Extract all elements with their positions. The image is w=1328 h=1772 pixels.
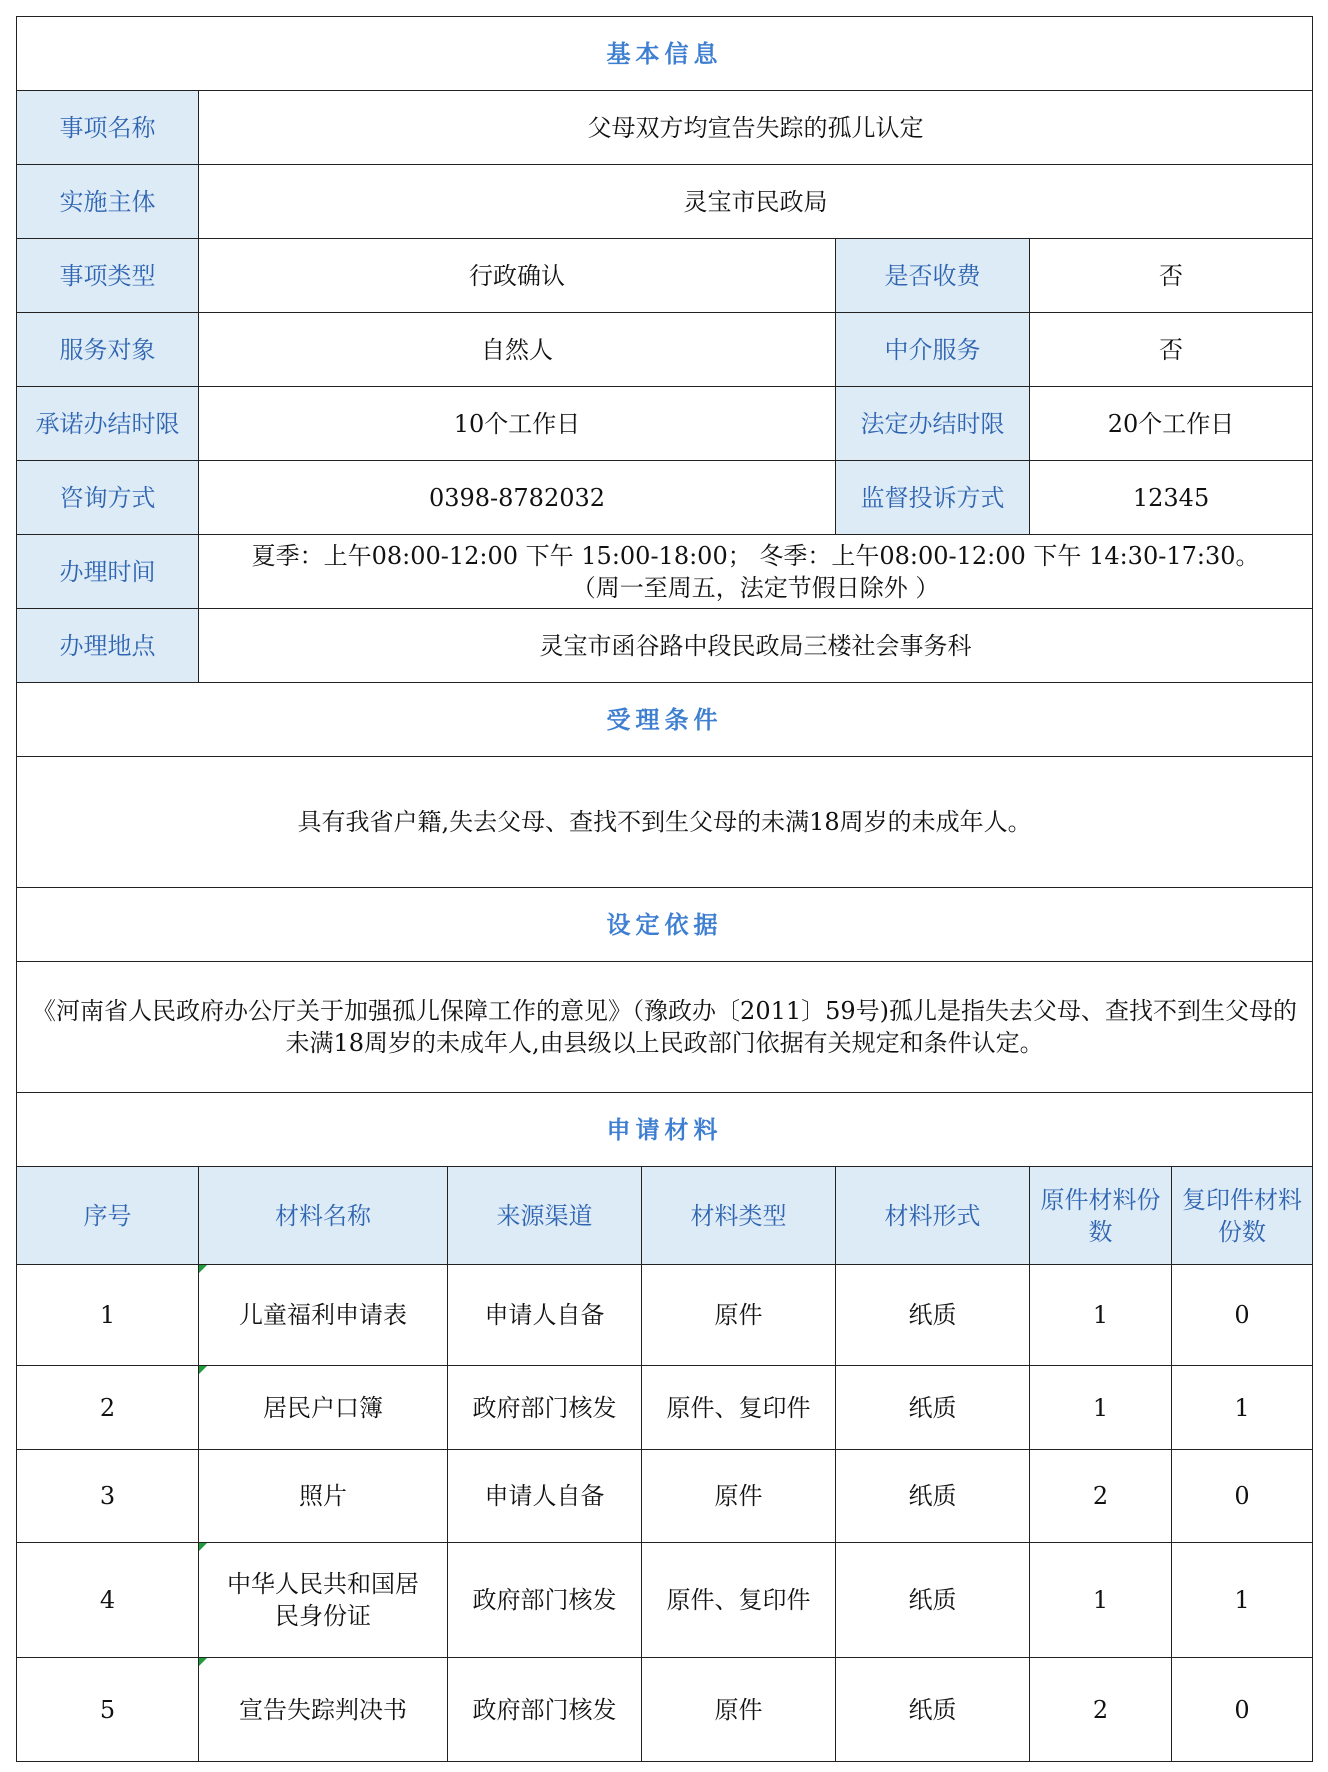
row-copy-count: 1 [1172, 1543, 1313, 1658]
target-label: 服务对象 [17, 313, 199, 387]
complaint-label: 监督投诉方式 [836, 461, 1030, 535]
row-form: 纸质 [836, 1265, 1030, 1366]
comment-marker-icon [199, 1366, 207, 1374]
row-orig-count: 1 [1030, 1543, 1172, 1658]
hours-line-2: （周一至周五，法定节假日除外 ） [571, 573, 940, 602]
row-source: 政府部门核发 [448, 1366, 642, 1450]
header-no: 序号 [17, 1167, 199, 1265]
row-copy-count: 0 [1172, 1658, 1313, 1762]
materials-header-row [17, 1167, 1313, 1265]
row-no: 2 [17, 1366, 199, 1450]
row-type: 原件、复印件 [642, 1366, 836, 1450]
table-row [17, 1543, 1313, 1658]
row-form: 纸质 [836, 1543, 1030, 1658]
table-row [17, 1450, 1313, 1543]
row-name [199, 1265, 448, 1366]
header-copy-count: 复印件材料份数 [1172, 1167, 1313, 1265]
target-value: 自然人 [199, 313, 836, 387]
table-row [17, 1366, 1313, 1450]
row-name-text: 儿童福利申请表 [239, 1301, 407, 1329]
row-source: 政府部门核发 [448, 1543, 642, 1658]
row-no: 1 [17, 1265, 199, 1366]
complaint-value: 12345 [1030, 461, 1313, 535]
row-name-text: 居民户口簿 [263, 1393, 383, 1422]
row-name-text: 宣告失踪判决书 [239, 1695, 407, 1724]
header-source: 来源渠道 [448, 1167, 642, 1265]
guide-table [16, 16, 1313, 1762]
row-name [199, 1450, 448, 1543]
legal-limit-value: 20个工作日 [1030, 387, 1313, 461]
row-no: 3 [17, 1450, 199, 1543]
row-name-text: 中华人民共和国居民身份证 [227, 1570, 419, 1630]
header-name: 材料名称 [199, 1167, 448, 1265]
item-type-value: 行政确认 [199, 239, 836, 313]
header-form: 材料形式 [836, 1167, 1030, 1265]
item-type-label: 事项类型 [17, 239, 199, 313]
section-basis: 设定依据 [17, 888, 1313, 962]
table-row [17, 1658, 1313, 1762]
section-conditions: 受理条件 [17, 683, 1313, 757]
row-name [199, 1543, 448, 1658]
consult-value: 0398-8782032 [199, 461, 836, 535]
consult-label: 咨询方式 [17, 461, 199, 535]
location-value: 灵宝市函谷路中段民政局三楼社会事务科 [199, 609, 1313, 683]
header-type: 材料类型 [642, 1167, 836, 1265]
row-source: 申请人自备 [448, 1450, 642, 1543]
basis-text: 《河南省人民政府办公厅关于加强孤儿保障工作的意见》（豫政办〔2011〕59号)孤儿是指失去父母、查找不到生父母的未满18周岁的未成年人,由县级以上民政部门依据有关规定和条件认定。 [17, 962, 1313, 1093]
hours-value [199, 535, 1313, 609]
row-type: 原件、复印件 [642, 1543, 836, 1658]
fee-value: 否 [1030, 239, 1313, 313]
hours-label: 办理时间 [17, 535, 199, 609]
row-copy-count: 0 [1172, 1450, 1313, 1543]
agency-value: 否 [1030, 313, 1313, 387]
row-no: 4 [17, 1543, 199, 1658]
row-type: 原件 [642, 1450, 836, 1543]
section-basic-info: 基本信息 [17, 17, 1313, 91]
subject-value: 灵宝市民政局 [199, 165, 1313, 239]
row-name [199, 1366, 448, 1450]
header-orig-count: 原件材料份数 [1030, 1167, 1172, 1265]
row-copy-count: 1 [1172, 1366, 1313, 1450]
row-orig-count: 1 [1030, 1366, 1172, 1450]
row-orig-count: 2 [1030, 1450, 1172, 1543]
row-form: 纸质 [836, 1658, 1030, 1762]
table-row [17, 1265, 1313, 1366]
row-no: 5 [17, 1658, 199, 1762]
row-type: 原件 [642, 1658, 836, 1762]
comment-marker-icon [199, 1658, 207, 1666]
conditions-text: 具有我省户籍,失去父母、查找不到生父母的未满18周岁的未成年人。 [17, 757, 1313, 888]
comment-marker-icon [199, 1265, 207, 1273]
row-source: 申请人自备 [448, 1265, 642, 1366]
promised-limit-label: 承诺办结时限 [17, 387, 199, 461]
section-materials: 申请材料 [17, 1093, 1313, 1167]
row-type: 原件 [642, 1265, 836, 1366]
promised-limit-value: 10个工作日 [199, 387, 836, 461]
row-name [199, 1658, 448, 1762]
row-form: 纸质 [836, 1366, 1030, 1450]
row-source: 政府部门核发 [448, 1658, 642, 1762]
item-name-value: 父母双方均宣告失踪的孤儿认定 [199, 91, 1313, 165]
row-orig-count: 1 [1030, 1265, 1172, 1366]
legal-limit-label: 法定办结时限 [836, 387, 1030, 461]
agency-label: 中介服务 [836, 313, 1030, 387]
row-name-text: 照片 [299, 1482, 347, 1510]
subject-label: 实施主体 [17, 165, 199, 239]
fee-label: 是否收费 [836, 239, 1030, 313]
row-form: 纸质 [836, 1450, 1030, 1543]
service-guide-sheet [16, 16, 1312, 1762]
location-label: 办理地点 [17, 609, 199, 683]
row-copy-count: 0 [1172, 1265, 1313, 1366]
row-orig-count: 2 [1030, 1658, 1172, 1762]
item-name-label: 事项名称 [17, 91, 199, 165]
hours-line-1: 夏季：上午08:00-12:00 下午 15:00-18:00； 冬季：上午08:00-12:00 下午 14:30-17:30。 [251, 541, 1260, 570]
comment-marker-icon [199, 1543, 207, 1551]
